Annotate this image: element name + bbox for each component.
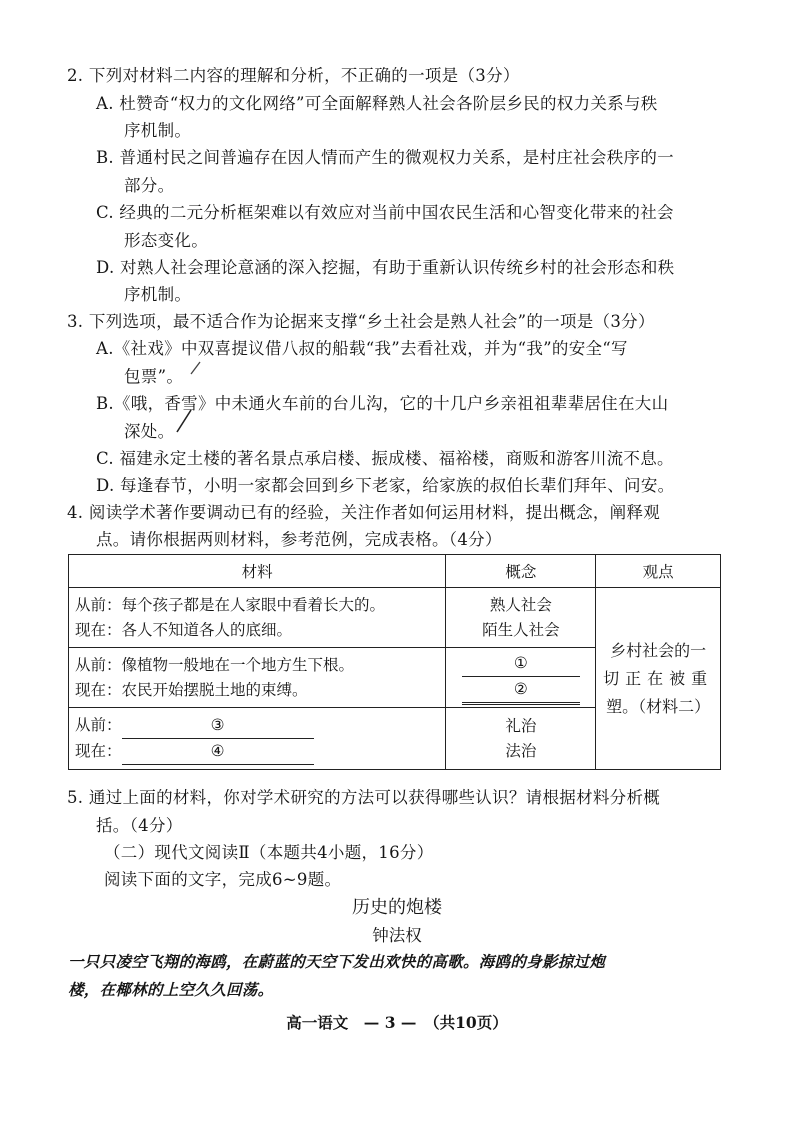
q5-stem-cont: 括。（4分） — [96, 816, 183, 835]
q2-option-a-cont: 序机制。 — [124, 121, 192, 140]
view-line: 塑。（材料二） — [606, 696, 711, 716]
table-header-row — [69, 555, 721, 588]
concept-before: 熟人社会 — [489, 595, 552, 614]
article-paragraph-cont: 楼，在椰林的上空久久回荡。 — [68, 980, 274, 999]
answer-blank-3[interactable]: ③ — [122, 713, 314, 739]
q2-option-d-cont: 序机制。 — [124, 285, 192, 304]
section-heading: （二）现代文阅读Ⅱ（本题共4小题，16分） — [104, 843, 434, 862]
answer-blank-2[interactable]: ② — [462, 677, 580, 705]
table-row — [69, 588, 721, 648]
q4-table — [68, 554, 721, 770]
header-concept: 概念 — [446, 555, 596, 588]
q3-option-d: D. 每逢春节，小明一家都会回到乡下老家，给家族的叔伯长辈们拜年、问安。 — [96, 476, 675, 495]
q3-option-a-cont: 包票”。 — [124, 367, 184, 386]
article-title: 历史的炮楼 — [352, 897, 442, 918]
view-cell — [596, 588, 721, 770]
header-material: 材料 — [69, 555, 446, 588]
header-view: 观点 — [596, 555, 721, 588]
concept-cell — [446, 588, 596, 648]
material-cell — [69, 648, 446, 708]
material-now: 现在： — [75, 741, 122, 760]
concept-now: 陌生人社会 — [482, 620, 560, 639]
q5-stem: 5. 通过上面的材料，你对学术研究的方法可以获得哪些认识？请根据材料分析概 — [67, 788, 661, 807]
concept-cell — [446, 648, 596, 708]
q4-stem-cont: 点。请你根据两则材料，参考范例，完成表格。（4分） — [96, 530, 502, 549]
q2-option-c-cont: 形态变化。 — [124, 231, 208, 250]
material-before: 从前：每个孩子都是在人家眼中看着长大的。 — [75, 595, 386, 614]
q3-option-c: C. 福建永定土楼的著名景点承启楼、振成楼、福裕楼，商贩和游客川流不息。 — [96, 449, 674, 468]
q2-option-a: A. 杜赞奇“权力的文化网络”可全面解释熟人社会各阶层乡民的权力关系与秩 — [96, 94, 658, 113]
article-paragraph: 一只只凌空飞翔的海鸥，在蔚蓝的天空下发出欢快的高歌。海鸥的身影掠过炮 — [68, 952, 606, 971]
pen-mark — [174, 408, 194, 434]
answer-blank-1[interactable]: ① — [462, 651, 580, 677]
material-cell — [69, 588, 446, 648]
material-before: 从前：像植物一般地在一个地方生下根。 — [75, 655, 355, 674]
view-line: 切正在被重 — [603, 668, 714, 688]
article-author: 钟法权 — [372, 926, 422, 945]
concept-now: 法治 — [505, 741, 537, 760]
q2-option-c: C. 经典的二元分析框架难以有效应对当前中国农民生活和心智变化带来的社会 — [96, 203, 674, 222]
q2-option-d: D. 对熟人社会理论意涵的深入挖掘，有助于重新认识传统乡村的社会形态和秩 — [96, 258, 675, 277]
q4-stem: 4. 阅读学术著作要调动已有的经验，关注作者如何运用材料，提出概念，阐释观 — [67, 503, 661, 522]
q3-option-b: B.《哦，香雪》中未通火车前的台儿沟，它的十几户乡亲祖祖辈辈居住在大山 — [96, 394, 669, 413]
answer-blank-4[interactable]: ④ — [122, 739, 314, 765]
material-now: 现在：各人不知道各人的底细。 — [75, 620, 293, 639]
page-footer: 高一语文 — 3 — （共10页） — [286, 1013, 508, 1032]
concept-before: 礼治 — [505, 716, 537, 735]
material-now: 现在：农民开始摆脱土地的束缚。 — [75, 680, 308, 699]
q2-option-b-cont: 部分。 — [124, 176, 175, 195]
q2-option-b: B. 普通村民之间普遍存在因人情而产生的微观权力关系，是村庄社会秩序的一 — [96, 148, 674, 167]
pen-mark — [188, 360, 202, 376]
section-instruction: 阅读下面的文字，完成6~9题。 — [104, 870, 342, 889]
material-cell — [69, 708, 446, 770]
material-before: 从前： — [75, 715, 122, 734]
view-line: 乡村社会的一 — [610, 640, 707, 660]
q2-stem: 2. 下列对材料二内容的理解和分析，不正确的一项是（3分） — [67, 66, 520, 85]
q3-option-b-cont: 深处。 — [124, 422, 175, 441]
concept-cell — [446, 708, 596, 770]
q3-stem: 3. 下列选项，最不适合作为论据来支撑“乡土社会是熟人社会”的一项是（3分） — [67, 312, 655, 331]
q3-option-a: A.《社戏》中双喜提议借八叔的船载“我”去看社戏，并为“我”的安全“写 — [96, 339, 628, 358]
